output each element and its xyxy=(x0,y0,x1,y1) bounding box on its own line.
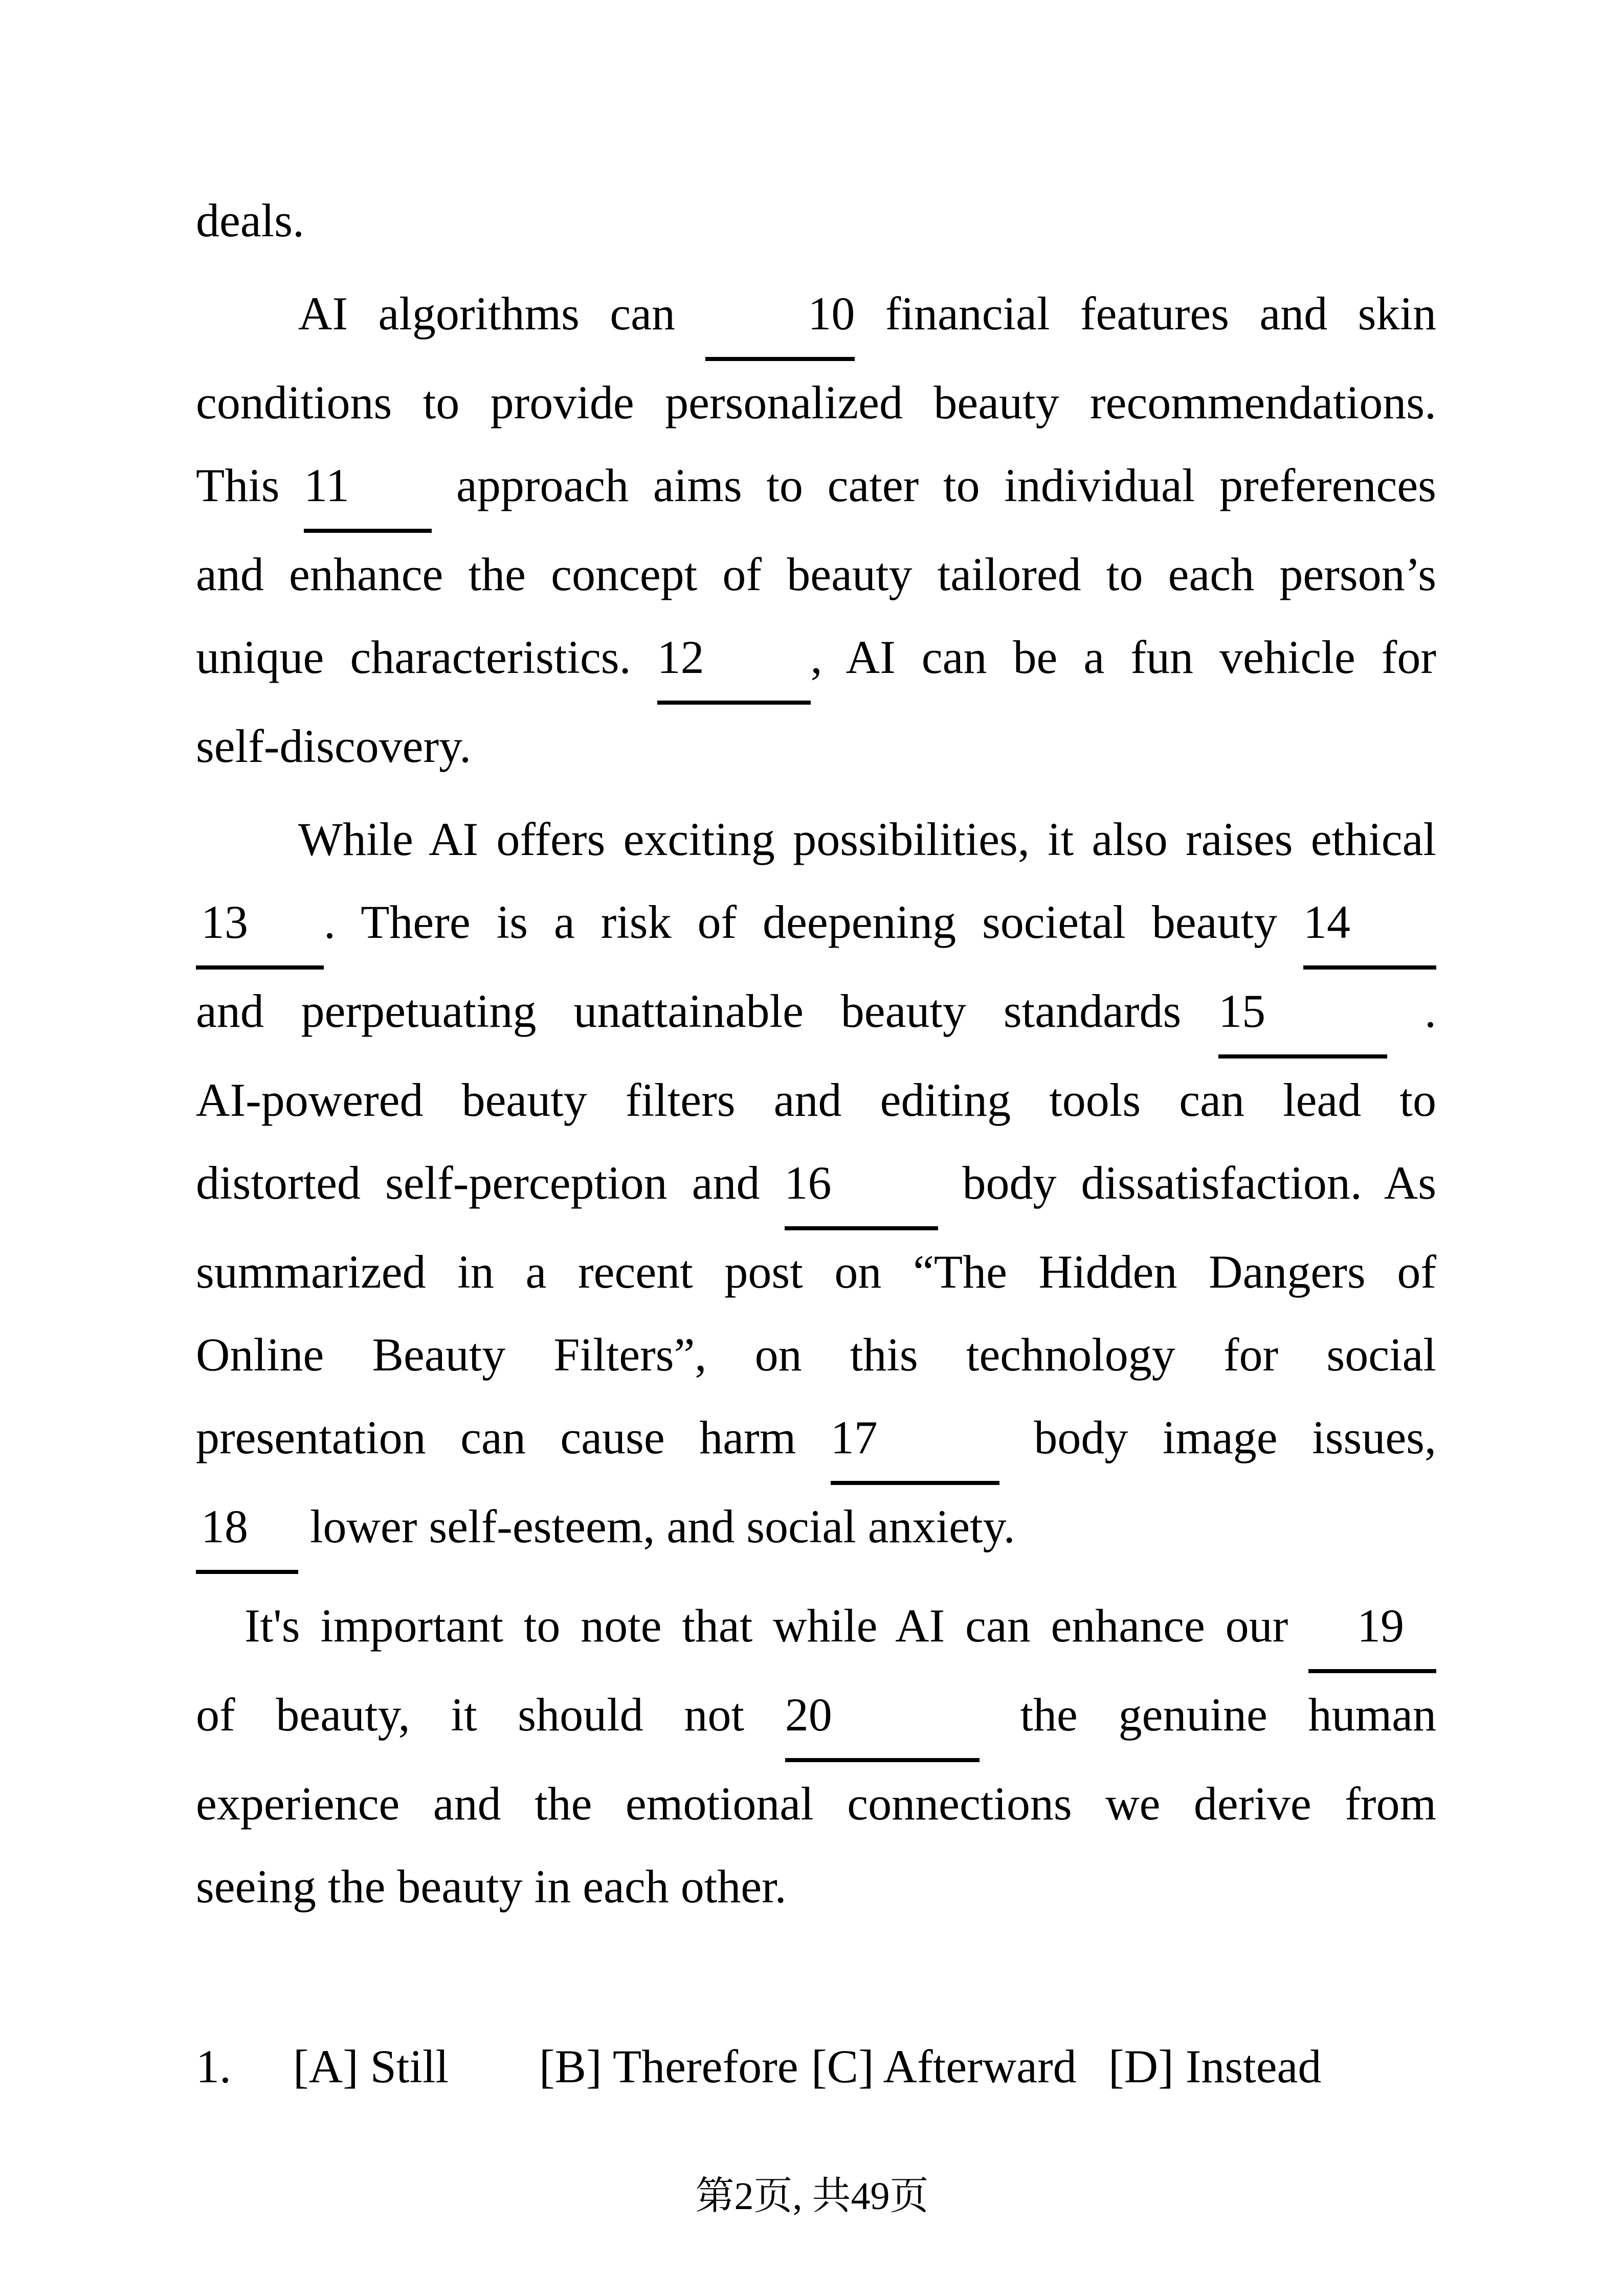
text-run: of beauty, it should not xyxy=(196,1689,785,1741)
paragraph-line xyxy=(196,272,1436,361)
blank-12: 12 xyxy=(657,616,811,705)
text-run: AI algorithms can xyxy=(298,287,706,340)
text-run: , AI can be a fun vehicle for xyxy=(810,631,1436,683)
paragraph-line xyxy=(196,444,1436,533)
text-run: distorted self-perception and xyxy=(196,1157,785,1209)
blank-19: 19 xyxy=(1308,1584,1436,1673)
blank-18: 18 xyxy=(196,1485,298,1574)
page-footer: 第2页, 共49页 xyxy=(695,2175,929,2218)
paragraph-line xyxy=(196,970,1436,1059)
paragraph-line xyxy=(196,1673,1436,1762)
paragraph xyxy=(196,798,1436,1574)
text-run: the genuine human xyxy=(979,1689,1436,1741)
document-body xyxy=(196,179,1436,1928)
paragraph-line xyxy=(196,1845,1436,1928)
paragraph-line xyxy=(196,705,1436,787)
text-run: deals. xyxy=(196,194,305,246)
text-run: and perpetuating unattainable beauty standards xyxy=(196,985,1219,1037)
paragraph-line xyxy=(196,179,1436,262)
text-run: It's important to note that while AI can enhance our xyxy=(244,1600,1308,1652)
blank-14: 14 xyxy=(1303,881,1436,970)
text-run: financial features and skin xyxy=(855,287,1437,340)
paragraph-line xyxy=(196,361,1436,444)
paragraph-line xyxy=(196,533,1436,616)
text-run: experience and the emotional connections we derive from xyxy=(196,1777,1436,1830)
paragraph-line xyxy=(196,798,1436,881)
blank-13: 13 xyxy=(196,881,324,970)
paragraph-line xyxy=(196,616,1436,705)
text-run: AI-powered beauty filters and editing tools can lead to xyxy=(196,1074,1436,1126)
paragraph-line xyxy=(196,1141,1436,1230)
text-run: approach aims to cater to individual preferences xyxy=(432,459,1436,511)
paragraph xyxy=(196,1584,1436,1928)
paragraph xyxy=(196,179,1436,262)
paragraph-line xyxy=(196,1230,1436,1313)
question-1-option-d: [D] Instead xyxy=(1108,2040,1322,2092)
paragraph-line xyxy=(196,1762,1436,1845)
question-1-option-b: [B] Therefore xyxy=(539,2040,798,2092)
text-run: This xyxy=(196,459,304,511)
text-run: and enhance the concept of beauty tailored to each person’s xyxy=(196,548,1436,600)
blank-17: 17 xyxy=(831,1396,999,1485)
text-run: body image issues, xyxy=(999,1411,1436,1464)
text-run: . There is a risk of deepening societal beauty xyxy=(324,896,1303,948)
blank-11: 11 xyxy=(304,444,432,533)
paragraph-line xyxy=(196,1059,1436,1141)
text-run: summarized in a recent post on “The Hidden Dangers of xyxy=(196,1246,1436,1298)
text-run: unique characteristics. xyxy=(196,631,657,683)
text-run: presentation can cause harm xyxy=(196,1411,831,1464)
question-1-row xyxy=(196,2025,1436,2108)
text-run: conditions to provide personalized beauty recommendations. xyxy=(196,376,1436,429)
blank-15: 15 xyxy=(1218,970,1387,1059)
paragraph-line xyxy=(196,1313,1436,1396)
blank-16: 16 xyxy=(785,1141,938,1230)
text-run: body dissatisfaction. As xyxy=(938,1157,1436,1209)
question-1-number: 1. xyxy=(196,2040,231,2092)
blank-10: 10 xyxy=(705,272,855,361)
text-run: self-discovery. xyxy=(196,720,472,772)
text-run: lower self-esteem, and social anxiety. xyxy=(298,1500,1015,1552)
paragraph-line xyxy=(196,1396,1436,1485)
paragraph-line xyxy=(196,1584,1436,1673)
text-run: While AI offers exciting possibilities, it also raises ethical xyxy=(298,813,1436,865)
question-1-option-c: [C] Afterward xyxy=(811,2040,1077,2092)
paragraph-line xyxy=(196,881,1436,970)
text-run: Online Beauty Filters”, on this technology for social xyxy=(196,1329,1436,1381)
text-run: seeing the beauty in each other. xyxy=(196,1860,787,1912)
paragraph xyxy=(196,272,1436,787)
paragraph-line xyxy=(196,1485,1436,1574)
question-1-option-a: [A] Still xyxy=(293,2040,449,2092)
blank-20: 20 xyxy=(785,1673,980,1762)
text-run: . xyxy=(1387,985,1436,1037)
